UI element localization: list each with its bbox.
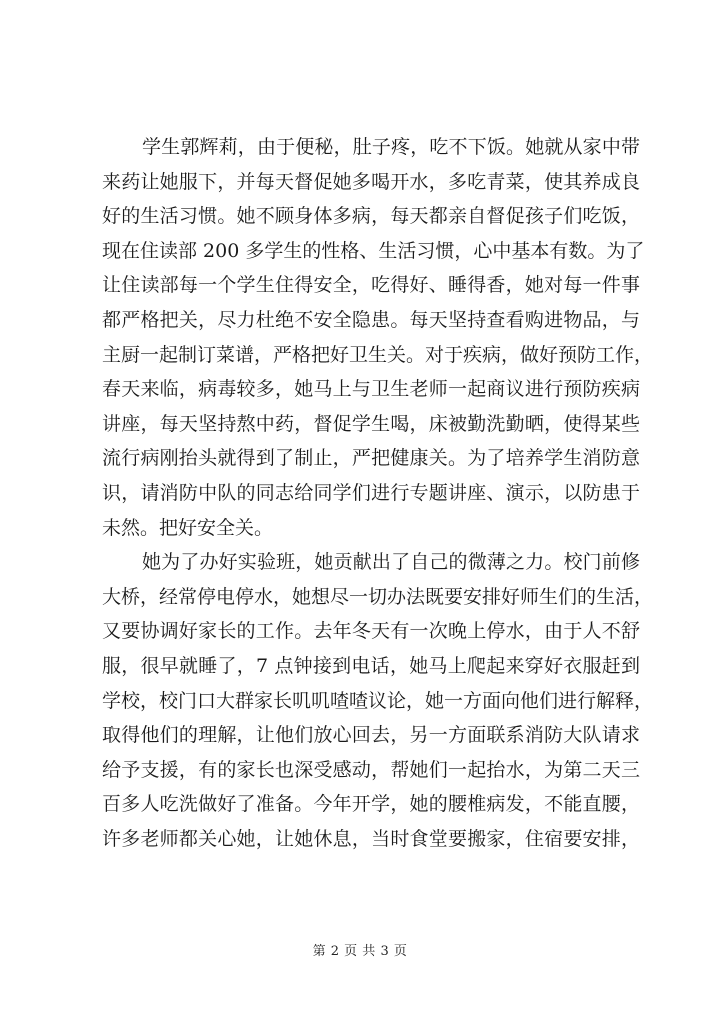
text-line: 主厨一起制订菜谱，严格把好卫生关。对于疾病，做好预防工作， xyxy=(102,343,654,366)
paragraph-2 xyxy=(102,545,654,856)
text-line: 好的生活习惯。她不顾身体多病，每天都亲自督促孩子们吃饭， xyxy=(102,205,640,228)
text-line: 流行病刚抬头就得到了制止，严把健康关。为了培养学生消防意 xyxy=(102,447,640,470)
text-line: 学校，校门口大群家长叽叽喳喳议论，她一方面向他们进行解释， xyxy=(102,689,654,712)
text-line: 现在住读部 200 多学生的性格、生活习惯，心中基本有数。为了 xyxy=(102,239,645,262)
text-line: 讲座，每天坚持熬中药，督促学生喝，床被勤洗勤晒，使得某些 xyxy=(102,412,640,435)
text-line: 大桥，经常停电停水，她想尽一切办法既要安排好师生们的生活， xyxy=(102,585,654,608)
text-line: 许多老师都关心她，让她休息，当时食堂要搬家，住宿要安排， xyxy=(102,827,640,850)
body-text xyxy=(102,130,654,856)
text-line: 给予支援，有的家长也深受感动，帮她们一起抬水，为第二天三 xyxy=(102,758,640,781)
text-line: 来药让她服下，并每天督促她多喝开水，多吃青菜，使其养成良 xyxy=(102,170,640,193)
text-line: 让住读部每一个学生住得安全，吃得好、睡得香，她对每一件事 xyxy=(102,274,640,297)
text-line: 服，很早就睡了，7 点钟接到电话，她马上爬起来穿好衣服赶到 xyxy=(102,654,640,677)
text-line: 她为了办好实验班，她贡献出了自己的微薄之力。校门前修 xyxy=(142,551,640,574)
text-line: 春天来临，病毒较多，她马上与卫生老师一起商议进行预防疾病 xyxy=(102,378,640,401)
text-line: 未然。把好安全关。 xyxy=(102,516,274,539)
text-line: 取得他们的理解，让他们放心回去，另一方面联系消防大队请求 xyxy=(102,724,640,747)
text-line: 都严格把关，尽力杜绝不安全隐患。每天坚持查看购进物品，与 xyxy=(102,308,640,331)
text-line: 识，请消防中队的同志给同学们进行专题讲座、演示，以防患于 xyxy=(102,481,640,504)
paragraph-1 xyxy=(102,130,654,545)
page-number: 第 2 页 共 3 页 xyxy=(312,944,408,959)
text-line: 又要协调好家长的工作。去年冬天有一次晚上停水，由于人不舒 xyxy=(102,620,640,643)
text-line: 百多人吃洗做好了准备。今年开学，她的腰椎病发，不能直腰， xyxy=(102,793,640,816)
text-line: 学生郭辉莉，由于便秘，肚子疼，吃不下饭。她就从家中带 xyxy=(142,136,640,158)
